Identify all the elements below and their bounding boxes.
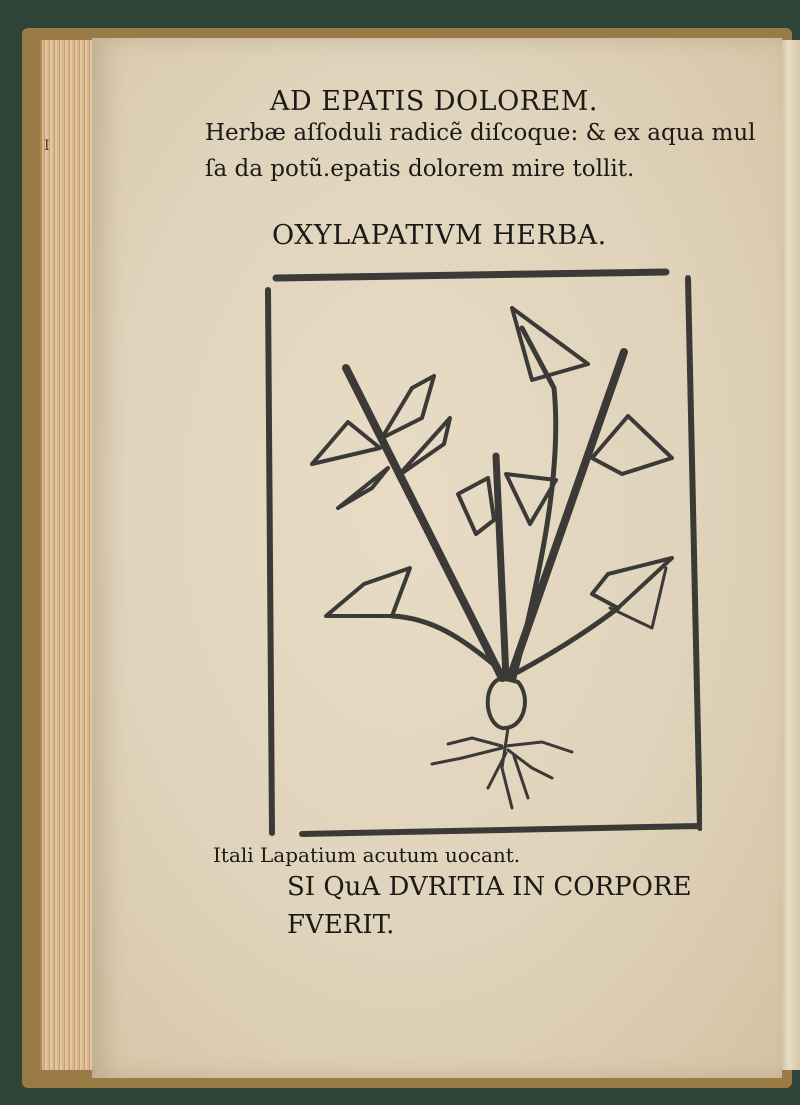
section-heading-continued: FVERIT. <box>287 910 395 940</box>
plant-leaf <box>312 422 380 464</box>
plant-heading: OXYLAPATIVM HERBA. <box>272 220 607 251</box>
woodcut-illustration <box>262 268 702 840</box>
section-heading: AD EPATIS DOLOREM. <box>270 86 599 117</box>
woodcut-frame <box>276 272 666 278</box>
margin-mark: I <box>44 138 50 154</box>
plant-roots <box>432 728 572 808</box>
body-text-line: Herbæ aſſoduli radicẽ diſcoque: & ex aqua mul <box>205 120 756 146</box>
section-heading: SI QuA DVRITIA IN CORPORE <box>287 872 692 902</box>
caption-text: Itali Lapatium acutum uocant. <box>213 843 521 867</box>
body-text-line: ſa da potũ.epatis dolorem mire tollit. <box>205 156 635 182</box>
plant-bulb <box>488 678 525 728</box>
